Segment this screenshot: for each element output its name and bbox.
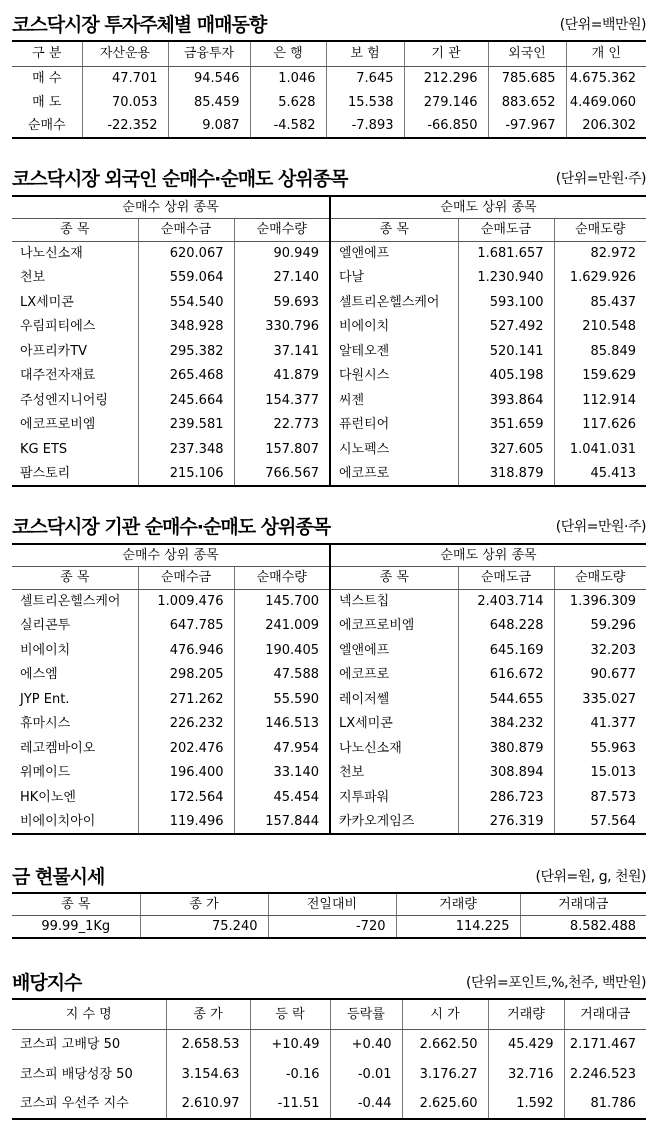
cell: 241.009 [234,614,330,639]
col-header: 종 목 [12,566,138,589]
cell: 239.581 [138,413,234,438]
cell: 559.064 [138,266,234,291]
col-header: 시 가 [402,999,488,1029]
stock-name: JYP Ent. [20,691,70,707]
table-row [12,915,646,938]
dividend-header-row [12,999,646,1029]
cell: 85.437 [554,290,646,315]
col-header: 거래대금 [520,893,646,915]
foreign-group-row [12,196,646,218]
gold-title: 금 현물시세 [12,866,105,888]
cell: 202.476 [138,736,234,761]
cell: 212.296 [404,66,488,90]
institution-table [12,543,646,835]
stock-name: 나노신소재 [20,246,83,261]
col-header: 순매수량 [234,218,330,241]
cell: -97.967 [488,114,566,138]
cell: 55.590 [234,687,330,712]
cell: 766.567 [234,462,330,487]
stock-name: 비에이치 [330,315,458,340]
cell: 146.513 [234,712,330,737]
col-header: 순매도량 [554,566,646,589]
stock-name: 셀트리온헬스케어 [330,290,458,315]
stock-name: 알테오젠 [330,339,458,364]
cell: -22.352 [82,114,168,138]
cell: 520.141 [458,339,554,364]
cell: 206.302 [566,114,646,138]
gold-section [12,858,646,948]
table-row [12,437,646,462]
stock-name: 에스엠 [20,667,58,683]
stock-name: 팜스토리 [20,465,71,481]
cell: 112.914 [554,388,646,413]
col-header: 등 락 [250,999,330,1029]
cell: 1.592 [488,1089,564,1119]
table-row [12,114,646,138]
cell: 99.99_1Kg [41,918,111,934]
index-name: 코스피 고배당 50 [20,1036,121,1052]
col-header: 순매수금 [138,218,234,241]
stock-name: LX세미콘 [330,712,458,737]
stock-name: 넥스트칩 [330,589,458,614]
col-header: 순매수량 [234,566,330,589]
cell: 3.176.27 [402,1059,488,1089]
cell: 45.429 [488,1029,564,1059]
institution-title: 코스닥시장 기관 순매수·순매도 상위종목 [12,516,331,538]
foreign-header-row [12,218,646,241]
stock-name: 엘앤에프 [330,241,458,266]
cell: 384.232 [458,712,554,737]
cell: 237.348 [138,437,234,462]
cell: 9.087 [168,114,250,138]
stock-name: 씨젠 [330,388,458,413]
cell: 7.645 [326,66,404,90]
cell: 90.949 [234,241,330,266]
cell: 544.655 [458,687,554,712]
stock-name: 에코프로 [330,462,458,487]
stock-name: 아프리카TV [20,343,88,359]
cell: 81.786 [564,1089,646,1119]
stock-name: 지투파워 [330,785,458,810]
table-row [12,687,646,712]
table-row [12,785,646,810]
cell: 45.454 [234,785,330,810]
cell: 3.154.63 [166,1059,250,1089]
cell: 59.296 [554,614,646,639]
cell: 1.046 [250,66,326,90]
stock-name: HK이노엔 [20,789,76,805]
cell: 33.140 [234,761,330,786]
cell: 119.496 [138,810,234,835]
cell: 2.625.60 [402,1089,488,1119]
cell: 90.677 [554,663,646,688]
institution-group-row [12,544,646,566]
investor-unit: (단위=백만원) [559,17,646,33]
cell: 57.564 [554,810,646,835]
row-label: 매 수 [32,70,62,86]
group-buy-label: 순매수 상위 종목 [12,544,330,566]
stock-name: 나노신소재 [330,736,458,761]
col-header: 순매도금 [458,218,554,241]
foreign-section [12,160,646,500]
investor-table [12,40,646,139]
cell: 554.540 [138,290,234,315]
cell: -720 [268,915,396,938]
cell: -0.16 [250,1059,330,1089]
stock-name: 에코프로비엠 [20,417,96,433]
cell: -0.44 [330,1089,402,1119]
col-header: 순매도금 [458,566,554,589]
cell: 8.582.488 [520,915,646,938]
cell: 327.605 [458,437,554,462]
col-header: 종 목 [12,218,138,241]
cell: 1.396.309 [554,589,646,614]
table-row [12,614,646,639]
col-header: 종 가 [140,893,268,915]
group-buy-label: 순매수 상위 종목 [12,196,330,218]
cell: 15.013 [554,761,646,786]
col-header: 거래량 [488,999,564,1029]
cell: 476.946 [138,638,234,663]
col-header: 순매수금 [138,566,234,589]
col-header: 종 목 [330,566,458,589]
cell: 279.146 [404,90,488,114]
cell: 620.067 [138,241,234,266]
cell: 405.198 [458,364,554,389]
table-row [12,761,646,786]
investor-header-row [12,41,646,66]
cell: 1.681.657 [458,241,554,266]
cell: 41.377 [554,712,646,737]
group-sell-label: 순매도 상위 종목 [330,544,646,566]
cell: 75.240 [140,915,268,938]
institution-unit: (단위=만원·주) [555,519,646,535]
col-header: 순매도량 [554,218,646,241]
cell: 157.807 [234,437,330,462]
cell: +10.49 [250,1029,330,1059]
cell: 37.141 [234,339,330,364]
cell: 2.658.53 [166,1029,250,1059]
cell: 94.546 [168,66,250,90]
cell: 2.403.714 [458,589,554,614]
table-row [12,1089,646,1119]
cell: -66.850 [404,114,488,138]
table-row [12,90,646,114]
cell: 380.879 [458,736,554,761]
col-header: 종 목 [12,893,140,915]
investor-header: 보 험 [326,41,404,66]
cell: 318.879 [458,462,554,487]
cell: 47.954 [234,736,330,761]
cell: -4.582 [250,114,326,138]
cell: 593.100 [458,290,554,315]
stock-name: 에코프로 [330,663,458,688]
investor-header: 기 관 [404,41,488,66]
cell: 348.928 [138,315,234,340]
stock-name: 엘앤에프 [330,638,458,663]
investor-header: 개 인 [566,41,646,66]
cell: 785.685 [488,66,566,90]
gold-table [12,892,646,939]
stock-name: 카카오게임즈 [330,810,458,835]
cell: 59.693 [234,290,330,315]
col-header: 지 수 명 [12,999,166,1029]
cell: 32.203 [554,638,646,663]
dividend-unit: (단위=포인트,%,천주, 백만원) [466,975,646,991]
col-header: 종 가 [166,999,250,1029]
table-row [12,266,646,291]
cell: 47.588 [234,663,330,688]
cell: 2.171.467 [564,1029,646,1059]
cell: 55.963 [554,736,646,761]
cell: 1.629.926 [554,266,646,291]
cell: 4.675.362 [566,66,646,90]
cell: 47.701 [82,66,168,90]
stock-name: 시노펙스 [330,437,458,462]
cell: 616.672 [458,663,554,688]
cell: 27.140 [234,266,330,291]
stock-name: 퓨런티어 [330,413,458,438]
cell: 82.972 [554,241,646,266]
stock-name: 천보 [330,761,458,786]
cell: 154.377 [234,388,330,413]
stock-name: 천보 [20,270,46,286]
stock-name: 다원시스 [330,364,458,389]
foreign-title: 코스닥시장 외국인 순매수·순매도 상위종목 [12,168,348,190]
cell: 2.246.523 [564,1059,646,1089]
table-row [12,339,646,364]
cell: -0.01 [330,1059,402,1089]
stock-name: 주성엔지니어링 [20,392,108,408]
investor-title: 코스닥시장 투자주체별 매매동향 [12,14,267,36]
cell: 210.548 [554,315,646,340]
cell: 308.894 [458,761,554,786]
cell: 335.027 [554,687,646,712]
investor-header: 금융투자 [168,41,250,66]
cell: +0.40 [330,1029,402,1059]
cell: 647.785 [138,614,234,639]
stock-name: KG ETS [20,441,68,457]
table-row [12,663,646,688]
cell: 393.864 [458,388,554,413]
cell: 85.849 [554,339,646,364]
gold-header-row [12,893,646,915]
stock-name: 우림피티에스 [20,319,96,335]
cell: 527.492 [458,315,554,340]
cell: 245.664 [138,388,234,413]
group-sell-label: 순매도 상위 종목 [330,196,646,218]
table-row [12,736,646,761]
cell: 4.469.060 [566,90,646,114]
cell: 190.405 [234,638,330,663]
row-label: 순매수 [27,118,66,133]
cell: 1.009.476 [138,589,234,614]
cell: 172.564 [138,785,234,810]
index-name: 코스피 배당성장 50 [20,1066,133,1082]
table-row [12,413,646,438]
cell: 41.879 [234,364,330,389]
cell: 276.319 [458,810,554,835]
cell: 32.716 [488,1059,564,1089]
cell: 1.041.031 [554,437,646,462]
dividend-table [12,998,646,1120]
col-header: 거래량 [396,893,520,915]
stock-name: 비에이치 [20,642,71,658]
table-row [12,315,646,340]
cell: 883.652 [488,90,566,114]
cell: 1.230.940 [458,266,554,291]
cell: 117.626 [554,413,646,438]
dividend-section [12,962,646,1127]
gold-unit: (단위=원, g, 천원) [535,869,646,885]
table-row [12,810,646,835]
dividend-title: 배당지수 [12,972,82,994]
investor-section [12,0,646,140]
col-header: 전일대비 [268,893,396,915]
index-name: 코스피 우선주 지수 [20,1096,129,1111]
foreign-table [12,195,646,487]
cell: 648.228 [458,614,554,639]
stock-name: 에코프로비엠 [330,614,458,639]
investor-header: 자산운용 [82,41,168,66]
stock-name: LX세미콘 [20,294,74,310]
institution-section [12,508,646,848]
col-header: 거래대금 [564,999,646,1029]
cell: -11.51 [250,1089,330,1119]
investor-header: 외국인 [488,41,566,66]
cell: 196.400 [138,761,234,786]
cell: 295.382 [138,339,234,364]
foreign-unit: (단위=만원·주) [555,171,646,187]
cell: 85.459 [168,90,250,114]
institution-header-row [12,566,646,589]
cell: -7.893 [326,114,404,138]
table-row [12,1059,646,1089]
table-row [12,290,646,315]
investor-header: 은 행 [250,41,326,66]
row-label: 매 도 [32,94,62,110]
table-row [12,712,646,737]
stock-name: 휴마시스 [20,716,71,732]
stock-name: 다날 [330,266,458,291]
cell: 271.262 [138,687,234,712]
cell: 351.659 [458,413,554,438]
table-row [12,462,646,487]
cell: 70.053 [82,90,168,114]
cell: 286.723 [458,785,554,810]
cell: 15.538 [326,90,404,114]
table-row [12,66,646,90]
cell: 265.468 [138,364,234,389]
table-row [12,388,646,413]
cell: 159.629 [554,364,646,389]
cell: 645.169 [458,638,554,663]
stock-name: 비에이치아이 [20,813,96,829]
stock-name: 실리콘투 [20,618,71,634]
cell: 145.700 [234,589,330,614]
cell: 2.610.97 [166,1089,250,1119]
cell: 5.628 [250,90,326,114]
cell: 114.225 [396,915,520,938]
investor-header: 구 분 [12,41,82,66]
table-row [12,241,646,266]
stock-name: 레이저쎌 [330,687,458,712]
table-row [12,589,646,614]
cell: 226.232 [138,712,234,737]
cell: 330.796 [234,315,330,340]
stock-name: 셀트리온헬스케어 [20,594,121,609]
cell: 22.773 [234,413,330,438]
stock-name: 레고켐바이오 [20,740,96,756]
cell: 45.413 [554,462,646,487]
cell: 215.106 [138,462,234,487]
table-row [12,364,646,389]
stock-name: 대주전자재료 [20,368,96,384]
stock-name: 위메이드 [20,765,71,781]
col-header: 종 목 [330,218,458,241]
table-row [12,1029,646,1059]
table-row [12,638,646,663]
cell: 157.844 [234,810,330,835]
cell: 87.573 [554,785,646,810]
cell: 298.205 [138,663,234,688]
cell: 2.662.50 [402,1029,488,1059]
col-header: 등락률 [330,999,402,1029]
